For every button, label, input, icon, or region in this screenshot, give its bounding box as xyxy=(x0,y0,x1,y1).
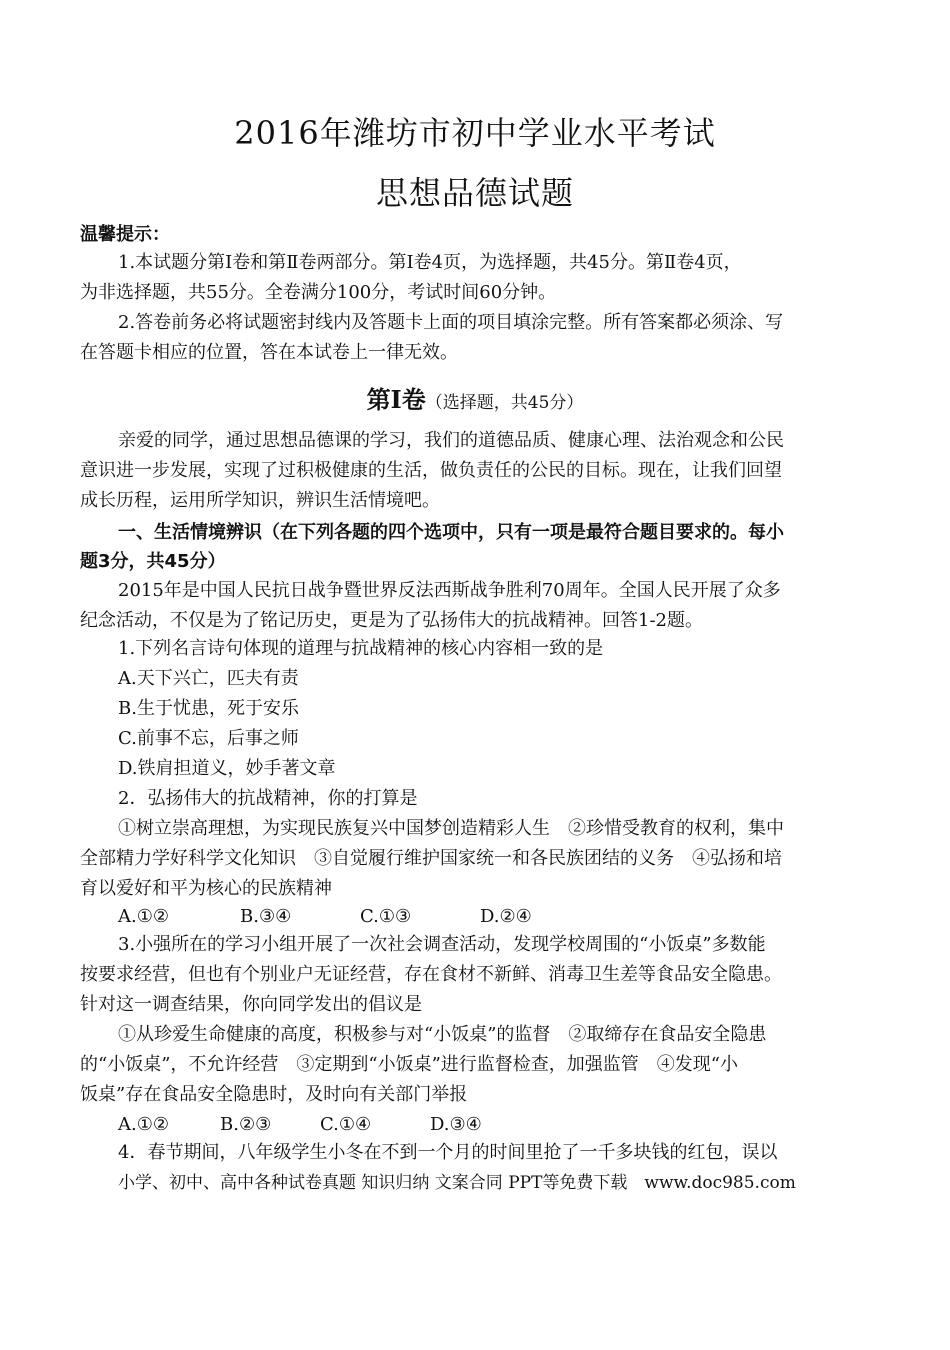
q1-option-d: D.铁肩担道义，妙手著文章 xyxy=(118,758,336,779)
part1-heading-line-2: 题3分，共45分） xyxy=(80,551,226,572)
tips-line-1: 1.本试题分第Ⅰ卷和第Ⅱ卷两部分。第Ⅰ卷4页，为选择题，共45分。第Ⅱ卷4页， xyxy=(118,252,742,273)
q2-option-a: A.①② xyxy=(118,906,169,927)
footer-note: 小学、初中、高中各种试卷真题 知识归纳 文案合同 PPT等免费下载 www.doc985.com xyxy=(118,1173,796,1193)
exam-title: 2016年潍坊市初中学业水平考试 xyxy=(234,114,716,152)
q2-options xyxy=(118,902,532,932)
q4-line-1: 4．春节期间，八年级学生小冬在不到一个月的时间里抢了一千多块钱的红包，误以 xyxy=(118,1142,778,1163)
section-note: （选择题，共45分） xyxy=(425,393,584,413)
q3-line-4: ①从珍爱生命健康的高度，积极参与对“小饭桌”的监督 ②取缔存在食品安全隐患 xyxy=(118,1024,767,1045)
q3-line-1: 3.小强所在的学习小组开展了一次社会调查活动，发现学校周围的“小饭桌”多数能 xyxy=(118,934,766,955)
material1-line-1: 2015年是中国人民抗日战争暨世界反法西斯战争胜利70周年。全国人民开展了众多 xyxy=(118,580,781,601)
q2-stem: 2．弘扬伟大的抗战精神，你的打算是 xyxy=(118,788,418,809)
q2-line-1: ①树立崇高理想，为实现民族复兴中国梦创造精彩人生 ②珍惜受教育的权利，集中 xyxy=(118,818,784,839)
q3-line-3: 针对这一调查结果，你向同学发出的倡议是 xyxy=(80,994,422,1015)
intro-line-3: 成长历程，运用所学知识，辨识生活情境吧。 xyxy=(80,490,440,511)
q1-option-a: A.天下兴亡，匹夫有责 xyxy=(118,668,299,689)
q3-line-6: 饭桌”存在食品安全隐患时，及时向有关部门举报 xyxy=(80,1084,468,1105)
q1-stem: 1.下列名言诗句体现的道理与抗战精神的核心内容相一致的是 xyxy=(118,638,604,659)
section-title: 第Ⅰ卷 xyxy=(366,385,426,414)
tips-line-4: 在答题卡相应的位置，答在本试卷上一律无效。 xyxy=(80,342,458,363)
q3-line-2: 按要求经营，但也有个别业户无证经营，存在食材不新鲜、消毒卫生差等食品安全隐患。 xyxy=(80,964,782,985)
q2-option-b: B.③④ xyxy=(240,906,292,927)
q2-line-2: 全部精力学好科学文化知识 ③自觉履行维护国家统一和各民族团结的义务 ④弘扬和培 xyxy=(80,848,782,869)
q3-line-5: 的“小饭桌”，不允许经营 ③定期到“小饭桌”进行监督检查，加强监管 ④发现“小 xyxy=(80,1054,739,1075)
part1-heading-line-1: 一、生活情境辨识（在下列各题的四个选项中，只有一项是最符合题目要求的。每小 xyxy=(118,522,784,543)
material1-line-2: 纪念活动，不仅是为了铭记历史，更是为了弘扬伟大的抗战精神。回答1-2题。 xyxy=(80,610,703,631)
q3-options xyxy=(118,1110,482,1140)
q3-option-a: A.①② xyxy=(118,1114,169,1135)
q1-option-c: C.前事不忘，后事之师 xyxy=(118,728,299,749)
tips-line-2: 为非选择题，共55分。全卷满分100分，考试时间60分钟。 xyxy=(80,282,557,303)
exam-subtitle: 思想品德试题 xyxy=(375,174,574,212)
q2-option-c: C.①③ xyxy=(360,906,412,927)
q1-option-b: B.生于忧患，死于安乐 xyxy=(118,698,299,719)
section-heading xyxy=(0,380,950,415)
q2-option-d: D.②④ xyxy=(480,906,532,927)
q3-option-c: C.①④ xyxy=(320,1114,372,1135)
intro-line-2: 意识进一步发展，实现了过积极健康的生活，做负责任的公民的目标。现在，让我们回望 xyxy=(80,460,782,481)
tips-heading: 温馨提示： xyxy=(80,224,170,245)
intro-line-1: 亲爱的同学，通过思想品德课的学习，我们的道德品质、健康心理、法治观念和公民 xyxy=(118,430,784,451)
tips-line-3: 2.答卷前务必将试题密封线内及答题卡上面的项目填涂完整。所有答案都必须涂、写 xyxy=(118,312,784,333)
q2-line-3: 育以爱好和平为核心的民族精神 xyxy=(80,878,332,899)
q3-option-b: B.②③ xyxy=(220,1114,272,1135)
q3-option-d: D.③④ xyxy=(430,1114,482,1135)
